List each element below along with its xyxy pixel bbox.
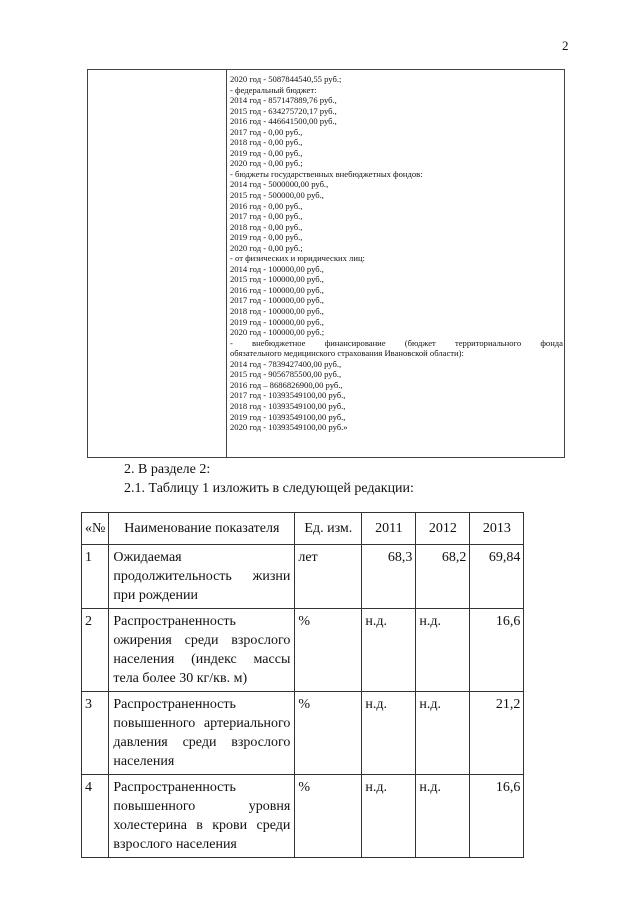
value-2013: 69,84	[470, 545, 524, 609]
row-num: 3	[82, 692, 109, 775]
funding-line: обязательного медицинского страхования Ивановской области):	[230, 348, 464, 359]
funding-line: 2016 год – 8686826900,00 руб.,	[230, 379, 343, 390]
indicator-name: Ожидаемая продолжительность жизни при рождении	[109, 545, 295, 609]
funding-line: 2018 год - 10393549100,00 руб.,	[230, 400, 346, 411]
indicators-table	[81, 512, 524, 858]
funding-line: 2014 год - 100000,00 руб.,	[230, 263, 324, 274]
funding-line: 2018 год - 100000,00 руб.,	[230, 306, 324, 317]
funding-line: 2020 год - 100000,00 руб.;	[230, 327, 325, 338]
subsection-heading: 2.1. Таблицу 1 изложить в следующей редакции:	[124, 481, 414, 496]
indicator-unit: %	[295, 609, 362, 692]
header-unit: Ед. изм.	[295, 513, 362, 545]
funding-line: 2014 год - 7839427400,00 руб.,	[230, 358, 342, 369]
table-row	[82, 692, 524, 775]
indicator-name: Распространенность повышенного уровня холестерина в крови среди взрослого населения	[109, 775, 295, 858]
page-number: 2	[562, 38, 569, 53]
value-2012: н.д.	[416, 609, 470, 692]
indicator-unit: %	[295, 692, 362, 775]
indicator-name: Распространенность ожирения среди взрослого населения (индекс массы тела более 30 кг/кв. м)	[109, 609, 295, 692]
header-2011: 2011	[362, 513, 416, 545]
value-2013: 21,2	[470, 692, 524, 775]
indicator-name: Распространенность повышенного артериального давления среди взрослого населения	[109, 692, 295, 775]
funding-line: 2016 год - 100000,00 руб.,	[230, 284, 324, 295]
value-2011: н.д.	[362, 775, 416, 858]
header-2012: 2012	[416, 513, 470, 545]
funding-line: 2020 год - 0,00 руб.;	[230, 242, 303, 253]
value-2013: 16,6	[470, 775, 524, 858]
header-num: «№	[82, 513, 109, 545]
funding-line: 2017 год - 0,00 руб.,	[230, 126, 303, 137]
row-num: 2	[82, 609, 109, 692]
funding-line: 2017 год - 100000,00 руб.,	[230, 295, 324, 306]
table-row	[82, 609, 524, 692]
row-num: 4	[82, 775, 109, 858]
table-header-row	[82, 513, 524, 545]
value-2011: н.д.	[362, 692, 416, 775]
value-2011: н.д.	[362, 609, 416, 692]
section-heading: 2. В разделе 2:	[124, 462, 211, 477]
header-name: Наименование показателя	[109, 513, 295, 545]
funding-line: 2014 год - 857147889,76 руб.,	[230, 95, 337, 106]
funding-line: 2015 год - 634275720,17 руб.,	[230, 105, 337, 116]
funding-line: 2019 год - 100000,00 руб.,	[230, 316, 324, 327]
indicator-unit: %	[295, 775, 362, 858]
funding-line: 2014 год - 5000000,00 руб.,	[230, 179, 329, 190]
indicator-unit: лет	[295, 545, 362, 609]
funding-line: 2016 год - 0,00 руб.,	[230, 200, 303, 211]
funding-line: 2017 год - 0,00 руб.,	[230, 211, 303, 222]
funding-line: 2020 год - 10393549100,00 руб.»	[230, 422, 348, 433]
header-2013: 2013	[470, 513, 524, 545]
funding-lines	[230, 74, 563, 433]
funding-table-left-cell	[88, 70, 227, 457]
funding-line: 2017 год - 10393549100,00 руб.,	[230, 390, 346, 401]
funding-line: 2019 год - 0,00 руб.,	[230, 232, 303, 243]
funding-line: 2015 год - 500000,00 руб.,	[230, 190, 324, 201]
table-row	[82, 775, 524, 858]
funding-line: 2016 год - 446641500,00 руб.,	[230, 116, 337, 127]
funding-line: 2015 год - 100000,00 руб.,	[230, 274, 324, 285]
funding-line: 2020 год - 5087844540,55 руб.;	[230, 74, 342, 84]
funding-line: 2018 год - 0,00 руб.,	[230, 137, 303, 148]
value-2011: 68,3	[362, 545, 416, 609]
funding-table	[87, 69, 565, 458]
funding-line: 2019 год - 0,00 руб.,	[230, 147, 303, 158]
funding-line: - федеральный бюджет:	[230, 84, 317, 95]
value-2012: 68,2	[416, 545, 470, 609]
funding-line: - внебюджетное финансирование (бюджет территориального фонда	[230, 337, 563, 348]
funding-line: 2015 год - 9056785500,00 руб.,	[230, 369, 342, 380]
value-2013: 16,6	[470, 609, 524, 692]
funding-line: 2020 год - 0,00 руб.;	[230, 158, 303, 169]
funding-line: 2018 год - 0,00 руб.,	[230, 221, 303, 232]
value-2012: н.д.	[416, 692, 470, 775]
funding-line: 2019 год - 10393549100,00 руб.,	[230, 411, 346, 422]
table-row	[82, 545, 524, 609]
value-2012: н.д.	[416, 775, 470, 858]
row-num: 1	[82, 545, 109, 609]
funding-line: - бюджеты государственных внебюджетных фондов:	[230, 168, 423, 179]
funding-line: - от физических и юридических лиц:	[230, 253, 365, 264]
